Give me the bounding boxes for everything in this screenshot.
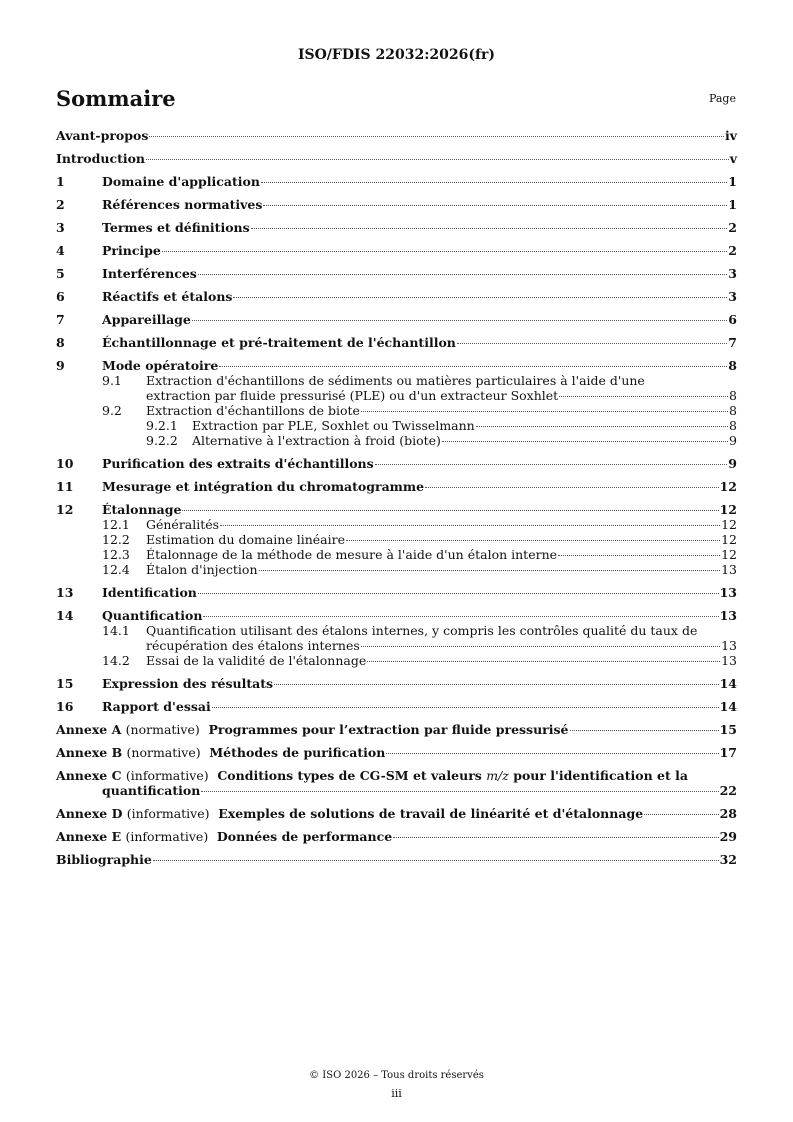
toc-entry-4[interactable]: 4 Principe 2 xyxy=(56,243,737,258)
toc-entry-annex-c[interactable]: Annexe C (informative) Conditions types de CG-SM et valeurs m/z pour l'identification et la quantification 22 xyxy=(56,768,737,798)
toc-entry-10[interactable]: 10 Purification des extraits d'échantillons 9 xyxy=(56,456,737,471)
toc-entry-1[interactable]: 1 Domaine d'application 1 xyxy=(56,174,737,189)
toc-entry-bibliographie[interactable]: Bibliographie 32 xyxy=(56,852,737,867)
toc-entry-12-1[interactable]: 12.1 Généralités 12 xyxy=(102,517,737,532)
toc-entry-6[interactable]: 6 Réactifs et étalons 3 xyxy=(56,289,737,304)
toc-entry-3[interactable]: 3 Termes et définitions 2 xyxy=(56,220,737,235)
table-of-contents xyxy=(56,128,737,867)
toc-entry-9-1[interactable]: 9.1 Extraction d'échantillons de sédiments ou matières particulaires à l'aide d'une extraction par fluide pressurisé (PLE) ou d'un extracteur Soxhlet 8 xyxy=(102,373,737,403)
toc-entry-5[interactable]: 5 Interférences 3 xyxy=(56,266,737,281)
toc-entry-15[interactable]: 15 Expression des résultats 14 xyxy=(56,676,737,691)
toc-entry-9-2[interactable]: 9.2 Extraction d'échantillons de biote 8 xyxy=(102,403,737,418)
toc-entry-12-3[interactable]: 12.3 Étalonnage de la méthode de mesure à l'aide d'un étalon interne 12 xyxy=(102,547,737,562)
toc-entry-12-4[interactable]: 12.4 Étalon d'injection 13 xyxy=(102,562,737,577)
toc-entry-14-1[interactable]: 14.1 Quantification utilisant des étalons internes, y compris les contrôles qualité du taux de récupération des étalons internes 13 xyxy=(102,623,737,653)
toc-entry-annex-a[interactable]: Annexe A (normative) Programmes pour l’extraction par fluide pressurisé 15 xyxy=(56,722,737,737)
page-column-label: Page xyxy=(708,92,736,105)
toc-entry-12-2[interactable]: 12.2 Estimation du domaine linéaire 12 xyxy=(102,532,737,547)
toc-entry-annex-d[interactable]: Annexe D (informative) Exemples de solutions de travail de linéarité et d'étalonnage 28 xyxy=(56,806,737,821)
toc-entry-9-2-1[interactable]: 9.2.1 Extraction par PLE, Soxhlet ou Twisselmann 8 xyxy=(146,418,737,433)
toc-entry-avant-propos[interactable]: Avant-propos iv xyxy=(56,128,737,143)
toc-entry-11[interactable]: 11 Mesurage et intégration du chromatogramme 12 xyxy=(56,479,737,494)
toc-entry-2[interactable]: 2 Références normatives 1 xyxy=(56,197,737,212)
page-number: iii xyxy=(391,1087,402,1100)
toc-entry-12[interactable]: 12 Étalonnage 12 xyxy=(56,502,737,517)
page-title: Sommaire xyxy=(56,86,176,111)
toc-entry-8[interactable]: 8 Échantillonnage et pré-traitement de l'échantillon 7 xyxy=(56,335,737,350)
toc-entry-14-2[interactable]: 14.2 Essai de la validité de l'étalonnage 13 xyxy=(102,653,737,668)
toc-entry-9-2-2[interactable]: 9.2.2 Alternative à l'extraction à froid (biote) 9 xyxy=(146,433,737,448)
toc-entry-annex-e[interactable]: Annexe E (informative) Données de performance 29 xyxy=(56,829,737,844)
copyright-footer: © ISO 2026 – Tous droits réservés xyxy=(309,1070,484,1081)
document-header: ISO/FDIS 22032:2026(fr) xyxy=(297,47,496,63)
toc-entry-annex-b[interactable]: Annexe B (normative) Méthodes de purification 17 xyxy=(56,745,737,760)
toc-entry-14[interactable]: 14 Quantification 13 xyxy=(56,608,737,623)
toc-entry-7[interactable]: 7 Appareillage 6 xyxy=(56,312,737,327)
toc-entry-9[interactable]: 9 Mode opératoire 8 xyxy=(56,358,737,373)
toc-entry-13[interactable]: 13 Identification 13 xyxy=(56,585,737,600)
toc-entry-introduction[interactable]: Introduction v xyxy=(56,151,737,166)
toc-entry-16[interactable]: 16 Rapport d'essai 14 xyxy=(56,699,737,714)
